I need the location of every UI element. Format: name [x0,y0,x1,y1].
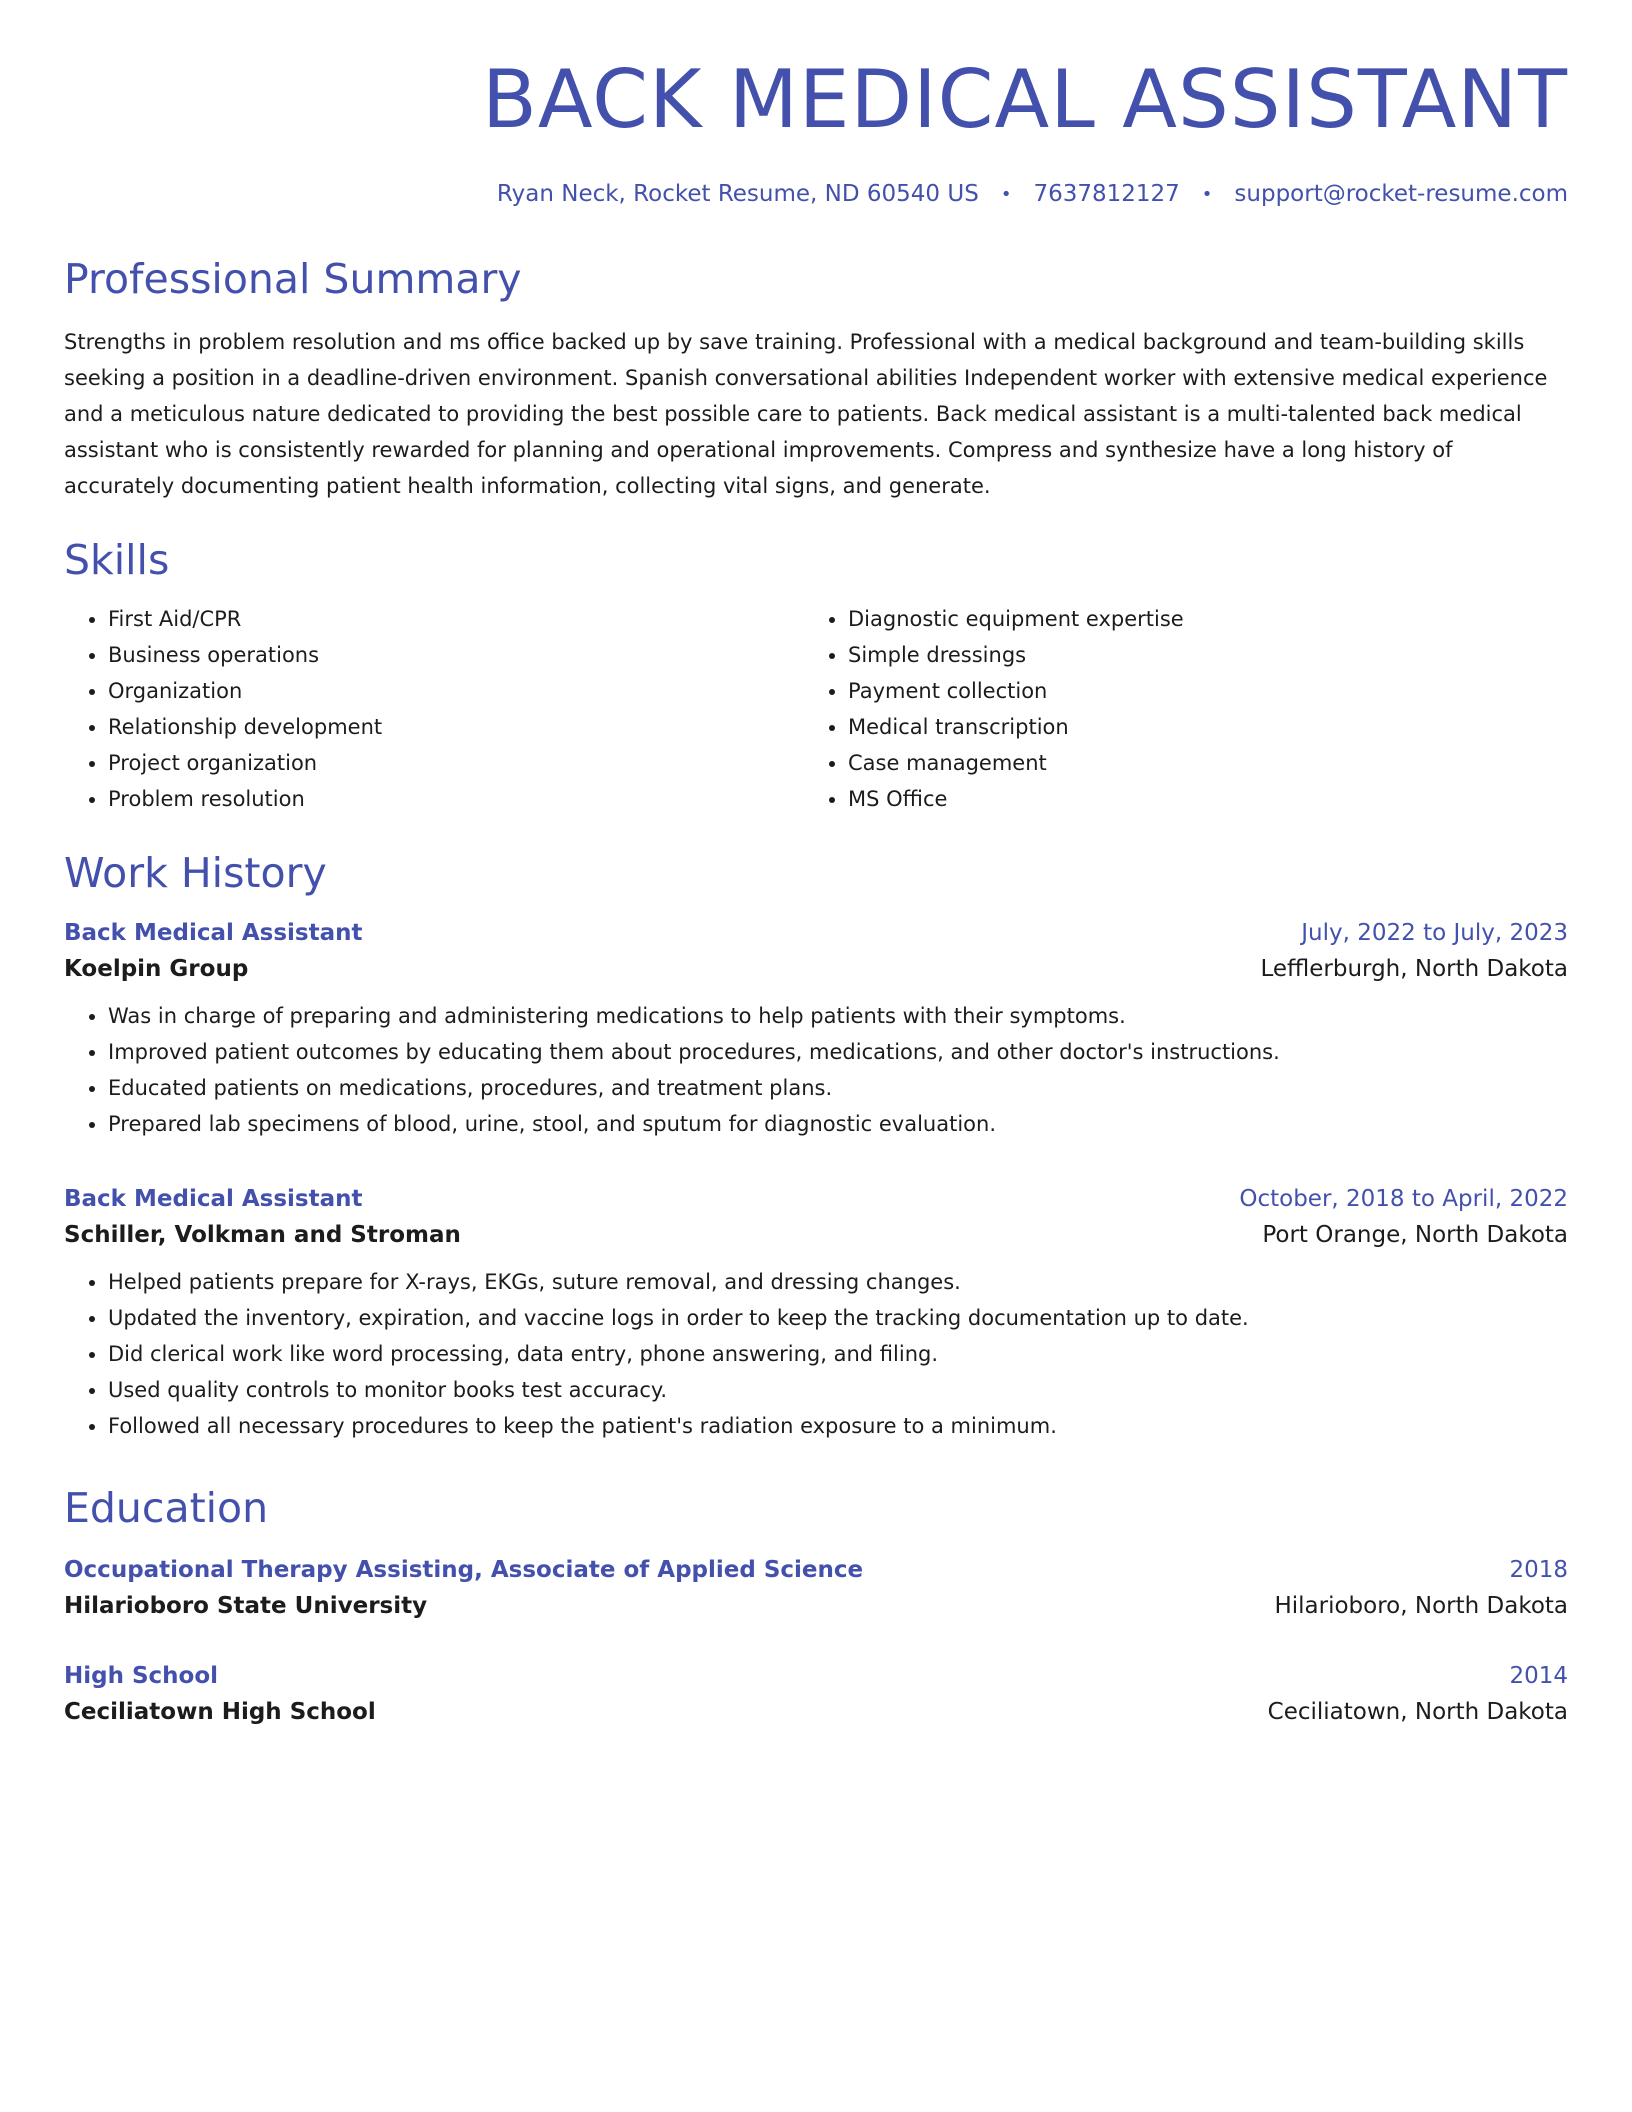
education-location: Hilarioboro, North Dakota [1274,1593,1568,1619]
education-school-row [64,1593,1568,1619]
job-location: Port Orange, North Dakota [1262,1222,1568,1248]
job-bullet: • Did clerical work like word processing, data entry, phone answering, and filing. [108,1336,1568,1372]
job-bullet: • Used quality controls to monitor books test accuracy. [108,1372,1568,1408]
education-entry [64,1557,1568,1619]
skill-item: • Payment collection [848,673,1568,709]
skill-item: • MS Office [848,781,1568,817]
job-bullet: • Followed all necessary procedures to keep the patient's radiation exposure to a minimum. [108,1408,1568,1444]
skill-item: • First Aid/CPR [108,601,804,637]
job-bullets [64,998,1568,1142]
education-header-row [64,1663,1568,1689]
job-role: Back Medical Assistant [64,920,363,946]
education-school: Ceciliatown High School [64,1699,376,1725]
skill-item: • Project organization [108,745,804,781]
contact-separator: • [1000,183,1012,205]
contact-address: Ryan Neck, Rocket Resume, ND 60540 US [496,181,979,207]
education-location: Ceciliatown, North Dakota [1267,1699,1568,1725]
skills-list-left [64,601,804,817]
contact-separator: • [1201,183,1213,205]
skill-item: • Organization [108,673,804,709]
job-header-row [64,1186,1568,1212]
education-year: 2018 [1509,1557,1568,1583]
job-bullet: • Helped patients prepare for X-rays, EKGs, suture removal, and dressing changes. [108,1264,1568,1300]
job-role: Back Medical Assistant [64,1186,363,1212]
resume-header [64,0,1568,207]
job-dates: July, 2022 to July, 2023 [1301,920,1568,946]
job-bullets [64,1264,1568,1444]
job-dates: October, 2018 to April, 2022 [1239,1186,1568,1212]
resume-title: BACK MEDICAL ASSISTANT [481,53,1568,146]
education-degree: High School [64,1663,219,1689]
contact-email[interactable]: support@rocket-resume.com [1234,181,1568,207]
job-company: Koelpin Group [64,956,249,982]
job-location: Lefflerburgh, North Dakota [1260,956,1568,982]
work-history-heading: Work History [64,849,327,897]
job-bullet: • Updated the inventory, expiration, and vaccine logs in order to keep the tracking documentation up to date. [108,1300,1568,1336]
skill-item: • Business operations [108,637,804,673]
job-bullet: • Improved patient outcomes by educating them about procedures, medications, and other doctor's instructions. [108,1034,1568,1070]
job-header-row [64,920,1568,946]
skill-item: • Medical transcription [848,709,1568,745]
skills-grid [64,601,1568,817]
skill-item: • Simple dressings [848,637,1568,673]
summary-text: Strengths in problem resolution and ms office backed up by save training. Professional with a medical background and team-building skills seeking a position in a deadline-driven environment. Spanish conversational abilities Independent worker with extensive medical experience and a meticulous nature dedicated to providing the best possible care to patients. Back medical assistant is a multi-talented back medical assistant who is consistently rewarded for planning and operational improvements. Compress and synthesize have a long history of accurately documenting patient health information, collecting vital signs, and generate. [64,330,1548,498]
education-header-row [64,1557,1568,1583]
job-bullet: • Educated patients on medications, procedures, and treatment plans. [108,1070,1568,1106]
contact-line [64,181,1568,207]
job-bullet: • Was in charge of preparing and administering medications to help patients with their symptoms. [108,998,1568,1034]
education-school-row [64,1699,1568,1725]
job-company-row [64,956,1568,982]
education-heading: Education [64,1484,269,1532]
education-degree: Occupational Therapy Assisting, Associate of Applied Science [64,1557,864,1583]
skill-item: • Problem resolution [108,781,804,817]
job-bullet: • Prepared lab specimens of blood, urine, stool, and sputum for diagnostic evaluation. [108,1106,1568,1142]
job-entry [64,1186,1568,1444]
skills-heading: Skills [64,536,170,584]
summary-heading: Professional Summary [64,255,522,303]
education-entry [64,1663,1568,1725]
job-entry [64,920,1568,1142]
education-school: Hilarioboro State University [64,1593,428,1619]
skills-list-right [804,601,1568,817]
education-year: 2014 [1509,1663,1568,1689]
skill-item: • Case management [848,745,1568,781]
skill-item: • Diagnostic equipment expertise [848,601,1568,637]
job-company: Schiller, Volkman and Stroman [64,1222,461,1248]
skill-item: • Relationship development [108,709,804,745]
contact-phone: 7637812127 [1033,181,1180,207]
job-company-row [64,1222,1568,1248]
